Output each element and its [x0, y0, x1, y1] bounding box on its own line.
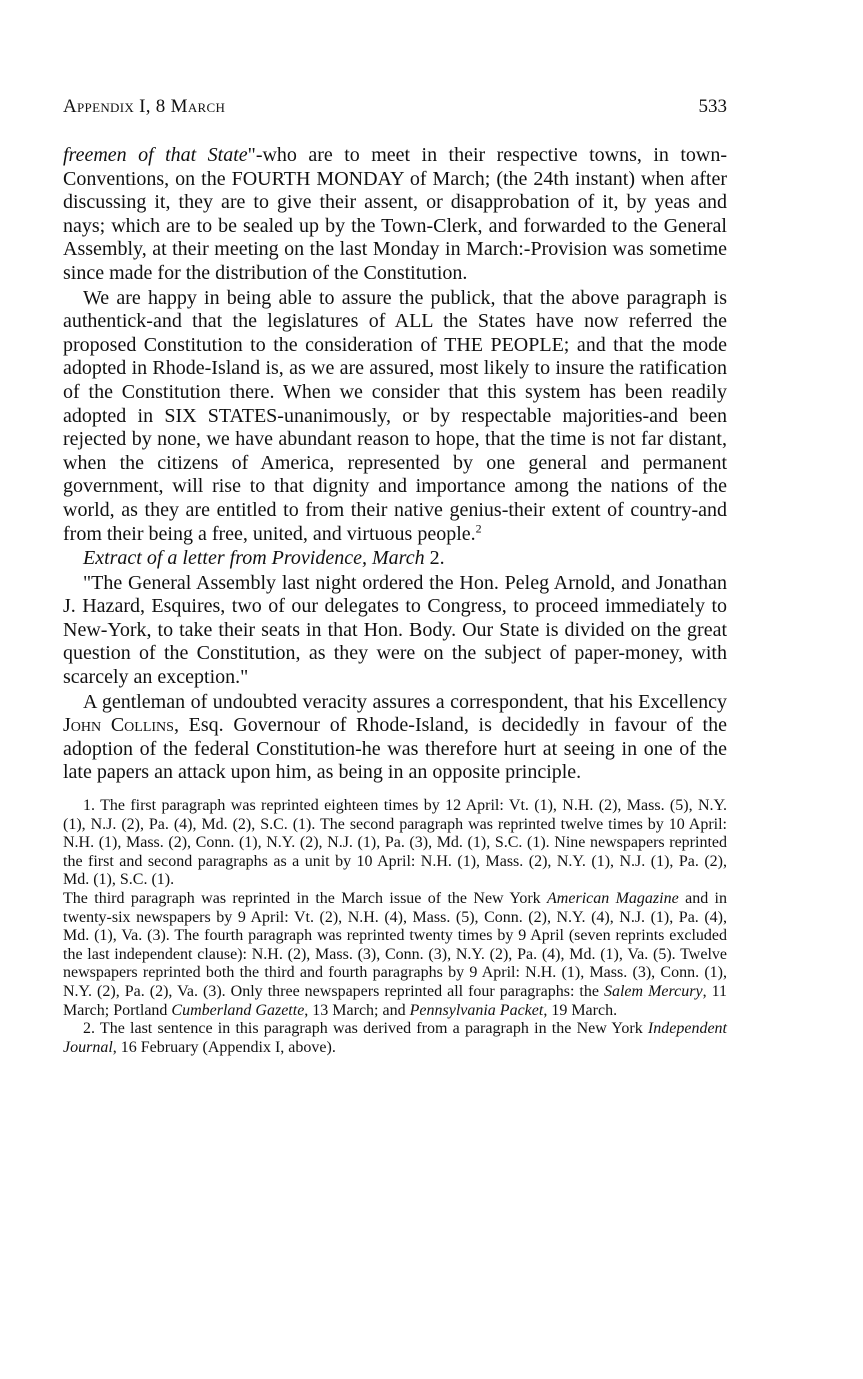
fn1b-t5: , 19 March.: [543, 1001, 618, 1019]
fn1b-t4: , 13 March; and: [304, 1001, 410, 1019]
fn1b-i4: Pennsylvania Packet: [409, 1001, 544, 1019]
paragraph-5-after: , Esq. Governour of Rhode-Island, is decidedly in favour of the adoption of the federal Constitution-he was therefore hurt at seeing in one of the late papers an attack upon him, as being in an opposite principle.: [63, 714, 727, 784]
paragraph-5-name: John Collins: [63, 714, 174, 737]
body-text: [63, 144, 727, 785]
fn2-i1: Independent Journal: [63, 1020, 727, 1056]
footnote-1-continued: [63, 890, 727, 1020]
paragraph-4-text: "The General Assembly last night ordered the Hon. Peleg Arnold, and Jonathan J. Hazard, Esquires, two of our delegates to Congress, to proceed immediately to New-York, to take their seats in that Hon. Body. Our State is divided on the great question of the Constitution, as they were on the subject of paper-money, with scarcely an exception.": [63, 571, 727, 689]
footnote-1: 1. The first paragraph was reprinted eighteen times by 12 April: Vt. (1), N.H. (2), Mass. (5), N.Y. (1), N.J. (2), Pa. (4), Md. (2), S.C. (1). The second paragraph was reprinted twelve times by 10 April: N.H. (1), Mass. (2), Conn. (1), N.Y. (2), N.J. (1), Pa. (3), Md. (1), S.C. (1). Nine newspapers reprinted the first and second paragraphs as a unit by 10 April: N.H. (1), Mass. (2), N.Y. (1), N.J. (1), Pa. (2), Md. (1), S.C. (1).: [63, 797, 727, 889]
footnotes: [63, 797, 727, 1057]
document-page: [63, 96, 727, 1057]
letter-extract-date: 2.: [429, 547, 445, 570]
letter-extract-heading-text: Extract of a letter from Providence, March: [83, 547, 425, 570]
fn1b-t2: and in twenty-six newspapers by 9 April: Vt. (2), N.H. (4), Mass. (5), Conn. (2), N.Y. (4), N.J. (1), Pa. (4), Md. (1), Va. (3). The fourth paragraph was reprinted twenty times by 9 April (seven reprints excluded the last independent clause): N.H. (2), Mass. (3), Conn. (3), N.Y. (2), Pa. (4), Md. (1), Va. (5). Twelve newspapers reprinted both the third and fourth paragraphs by 9 April: N.H. (1), Mass. (3), Conn. (1), N.Y. (2), Pa. (2), Va. (3). Only three newspapers reprinted all four paragraphs: the: [63, 890, 728, 1000]
paragraph-2: [63, 287, 727, 547]
page-number: 533: [698, 96, 727, 117]
paragraph-2-text: We are happy in being able to assure the publick, that the above paragraph is authentick-and that the legislatures of ALL the States have now referred the proposed Constitution to the consideration of THE PEOPLE; and that the mode adopted in Rhode-Island is, as we are assured, most likely to insure the ratification of the Constitution there. When we consider that this system has been readily adopted in SIX STATES-unanimously, or by respectable majorities-and been rejected by none, we have abundant reason to hope, that the time is not far distant, when the citizens of America, represented by one general and permanent government, will rise to that dignity and importance among the nations of the world, as they are entitled to from their native genius-their extent of country-and from their being a free, united, and virtuous people.: [63, 286, 727, 545]
fn1b-i2: Salem Mercury: [603, 982, 703, 1000]
footnote-mark-2: 2: [475, 520, 482, 535]
paragraph-1-text: "-who are to meet in their respective towns, in town-Conventions, on the FOURTH MONDAY of March; (the 24th instant) when after discussing it, they are to give their assent, or disapprobation of it, by yeas and nays; which are to be sealed up by the Town-Clerk, and forwarded to the General Assembly, at their meeting on the last Monday in March:-Provision was sometime since made for the distribution of the Constitution.: [63, 144, 727, 284]
fn2-t1: 2. The last sentence in this paragraph was derived from a paragraph in the New York: [83, 1020, 648, 1038]
paragraph-4: [63, 572, 727, 690]
fn1b-i1: American Magazine: [547, 890, 679, 907]
fn1b-t3: , 11 March; Portland: [63, 982, 727, 1019]
paragraph-5: [63, 691, 727, 785]
letter-extract-heading: [63, 547, 727, 571]
fn1b-i3: Cumberland Gazette: [171, 1001, 305, 1019]
paragraph-1-italic-lead: freemen of that State: [63, 144, 248, 166]
page-header: [63, 96, 727, 126]
fn2-t2: , 16 February (Appendix I, above).: [112, 1038, 336, 1056]
paragraph-5-before: A gentleman of undoubted veracity assures a correspondent, that his Excellency: [83, 690, 727, 713]
footnote-2: [63, 1020, 727, 1057]
running-head: Appendix I, 8 March: [63, 96, 226, 117]
paragraph-1: [63, 144, 727, 286]
fn1b-t1: The third paragraph was reprinted in the March issue of the New York: [63, 890, 548, 907]
